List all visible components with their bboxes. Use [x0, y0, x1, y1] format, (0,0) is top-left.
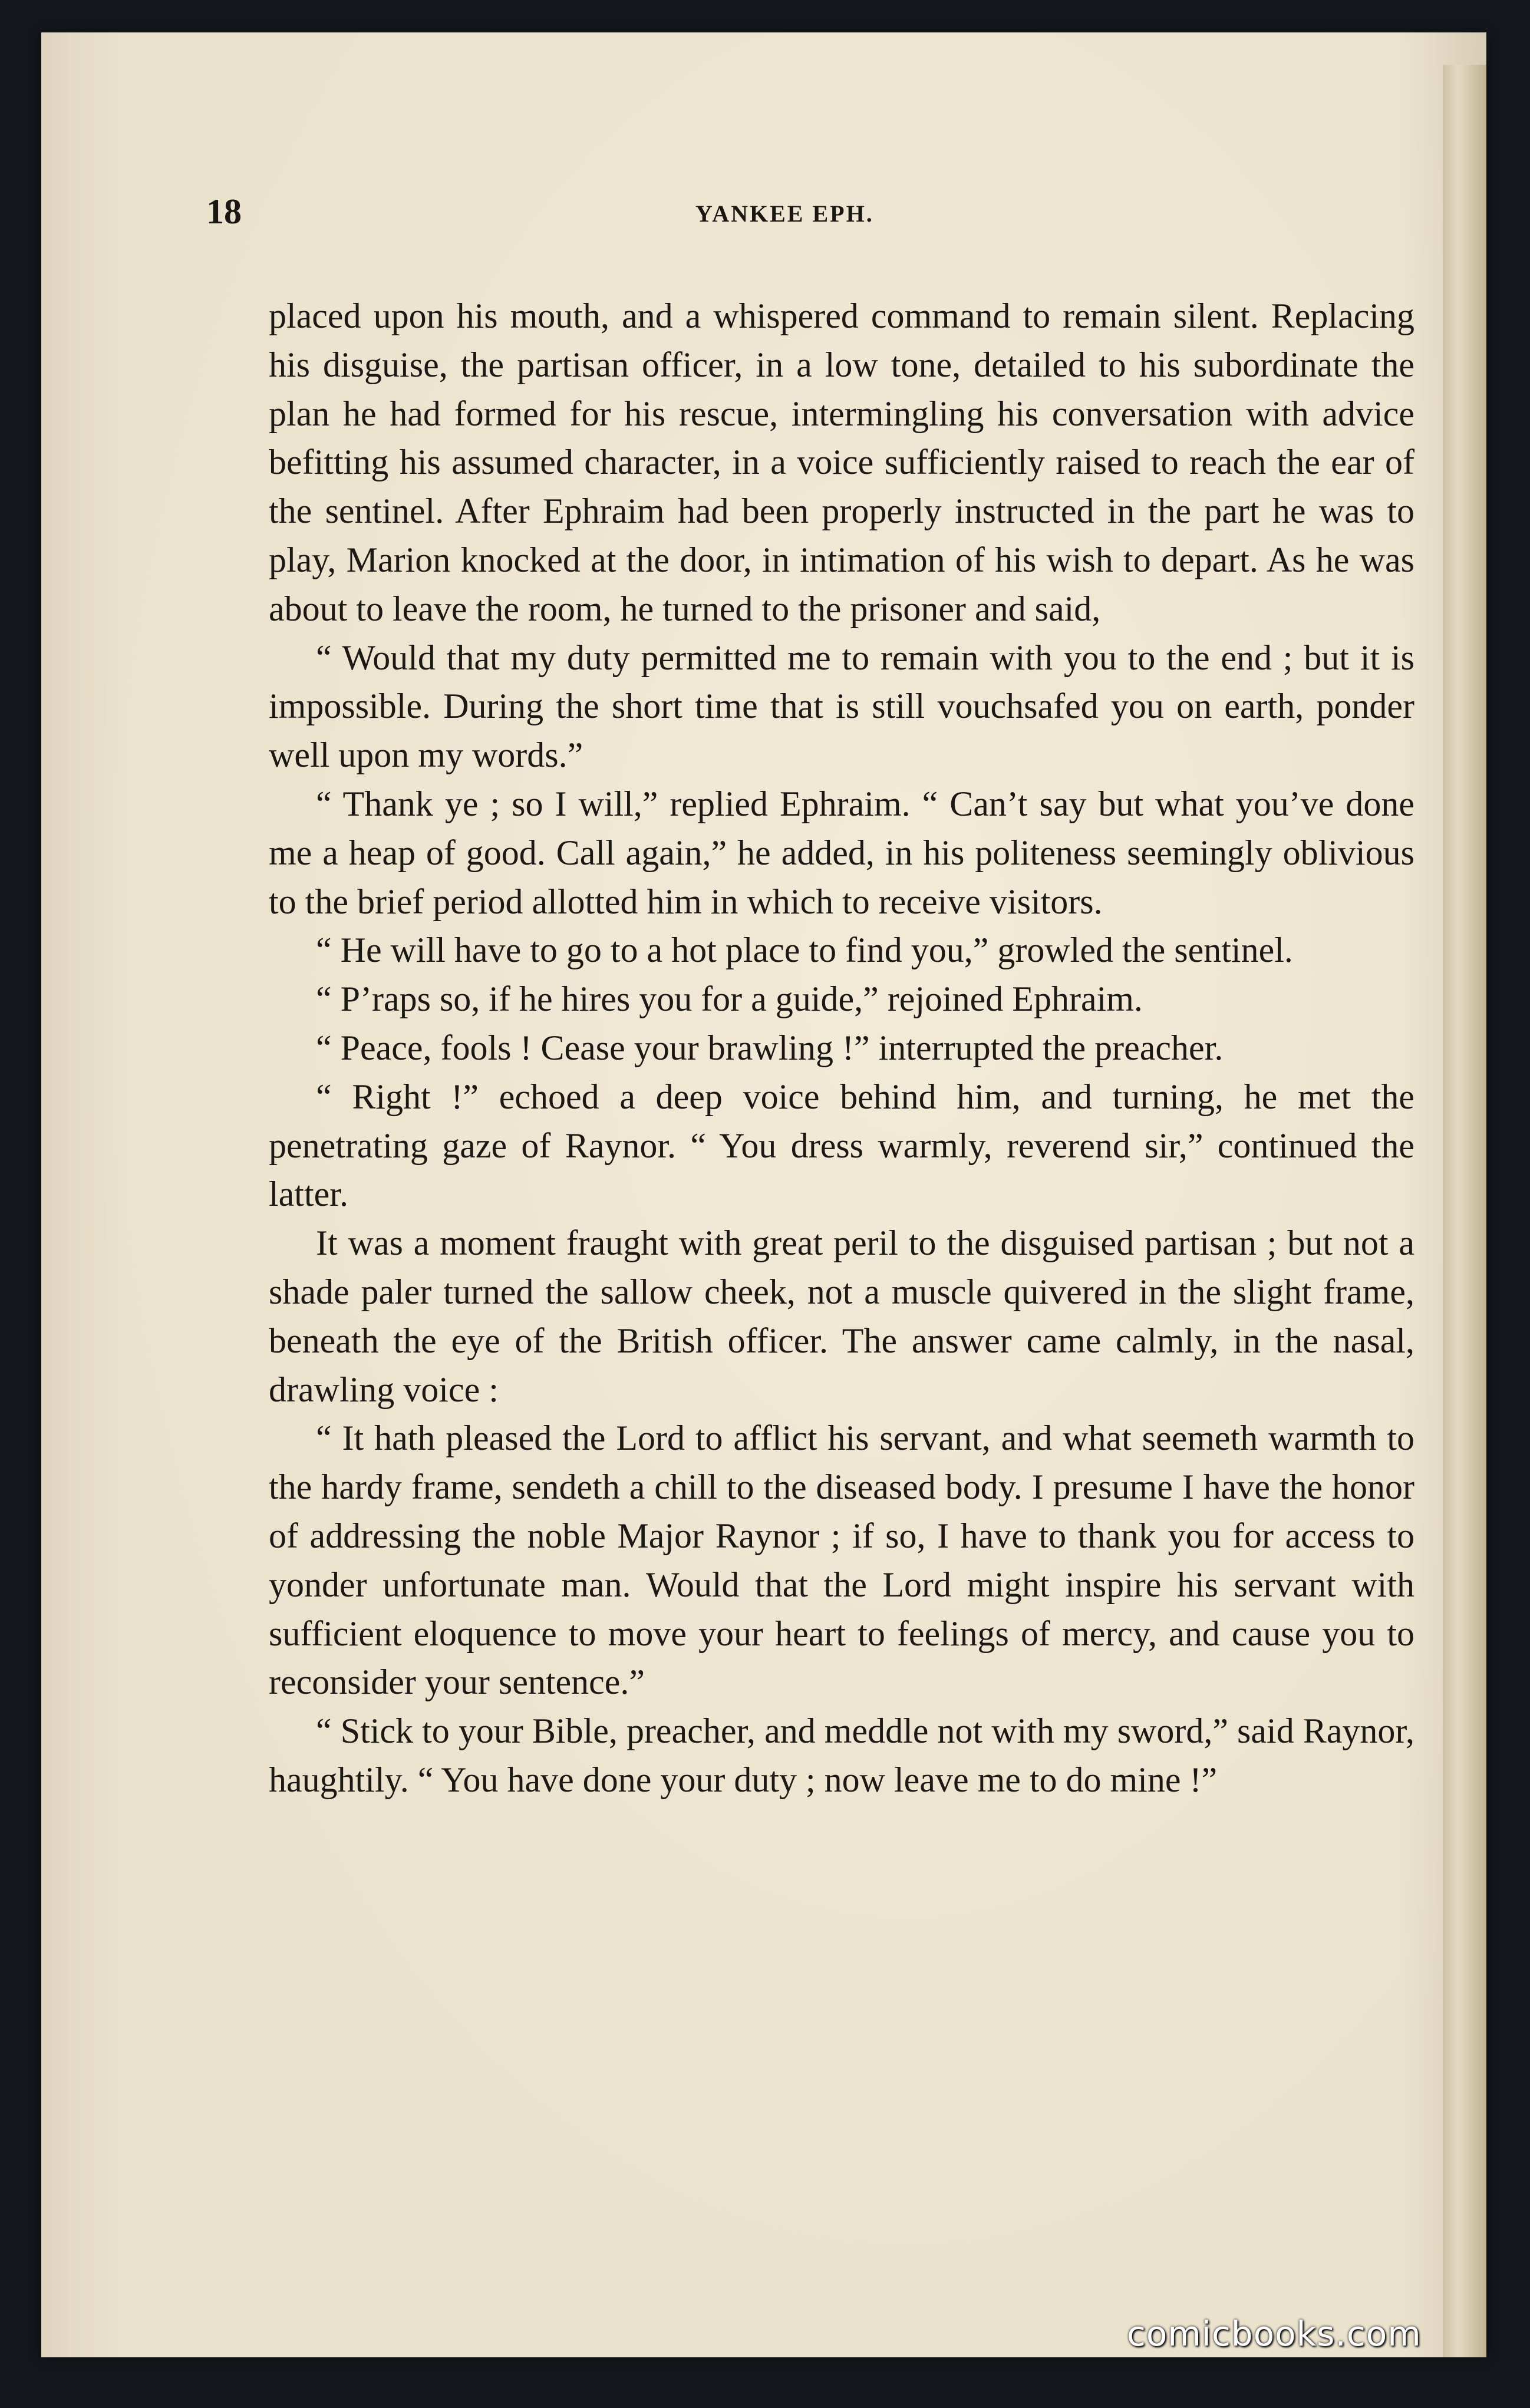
watermark: comicbooks.com [1127, 2314, 1422, 2354]
paragraph: “ Thank ye ; so I will,” replied Ephraim. “ Can’t say but what you’ve done me a heap of good. Call again,” he added, in his politeness seemingly oblivious to the brief period allotted him in which to receive visitors. [269, 784, 1414, 921]
paragraph: “ Right !” echoed a deep voice behind him, and turning, he met the penetrating gaze of Raynor. “ You dress warmly, reverend sir,” continued the latter. [269, 1077, 1414, 1214]
paragraph: “ Stick to your Bible, preacher, and meddle not with my sword,” said Raynor, haughtily. “ You have done your duty ; now leave me to do mine !” [269, 1711, 1414, 1799]
page-number: 18 [206, 192, 242, 231]
paragraph: placed upon his mouth, and a whispered command to remain silent. Replacing his disguise, the partisan officer, in a low tone, detailed to his subordinate the plan he had formed for his rescue, intermingling his conversation with advice befitting his assumed character, in a voice sufficiently raised to reach the ear of the sentinel. After Ephraim had been properly instructed in the part he was to play, Marion knocked at the door, in intimation of his wish to depart. As he was about to leave the room, he turned to the prisoner and said, [269, 296, 1414, 628]
paragraph: “ Peace, fools ! Cease your brawling !” interrupted the preacher. [316, 1028, 1224, 1067]
paragraph: “ P’raps so, if he hires you for a guide,” rejoined Ephraim. [316, 979, 1143, 1019]
body-text [269, 292, 1414, 1805]
paragraph: “ It hath pleased the Lord to afflict his servant, and what seemeth warmth to the hardy frame, sendeth a chill to the diseased body. I presume I have the honor of addressing the noble Major Raynor ; if so, I have to thank you for access to yonder unfortunate man. Would that the Lord might inspire his servant with sufficient eloquence to move your heart to feelings of mercy, and cause you to reconsider your sentence.” [269, 1419, 1414, 1702]
paragraph: “ Would that my duty permitted me to remain with you to the end ; but it is impossible. During the short time that is still vouchsafed you on earth, ponder well upon my words.” [269, 638, 1414, 775]
page-edge [1443, 65, 1486, 2357]
paragraph: “ He will have to go to a hot place to find you,” growled the sentinel. [316, 931, 1293, 970]
running-title: YANKEE EPH. [695, 200, 874, 227]
book-page [41, 32, 1486, 2357]
paragraph: It was a moment fraught with great peril to the disguised partisan ; but not a shade paler turned the sallow cheek, not a muscle quivered in the slight frame, beneath the eye of the British officer. The answer came calmly, in the nasal, drawling voice : [269, 1223, 1414, 1409]
running-head [206, 192, 1043, 239]
